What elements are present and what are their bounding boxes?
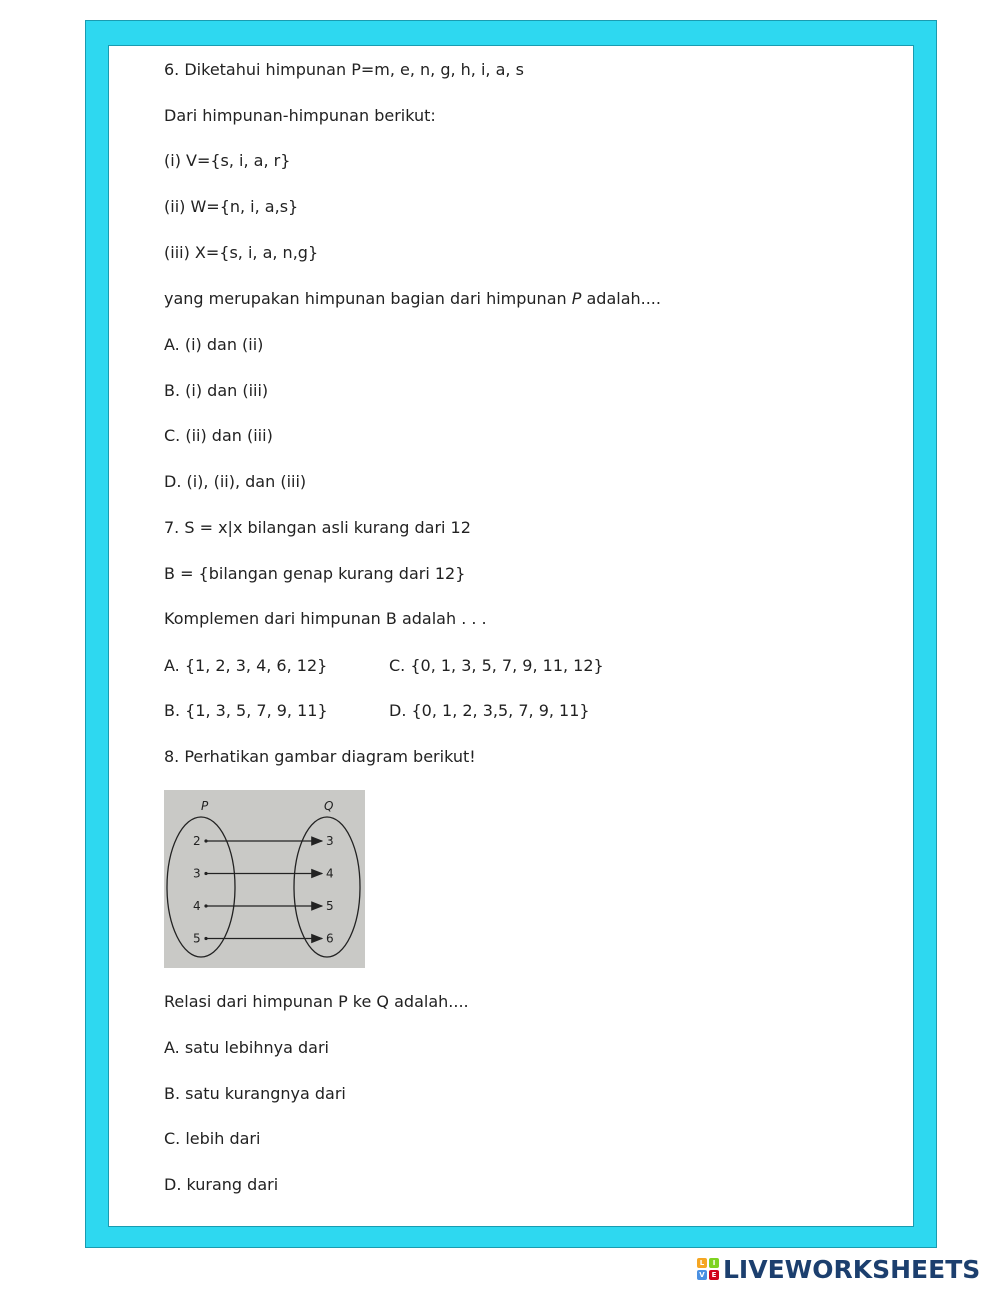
logo-tile-v: V	[697, 1270, 707, 1280]
q7-option-b[interactable]: B. {1, 3, 5, 7, 9, 11}	[164, 701, 328, 720]
q8-option-a[interactable]: A. satu lebihnya dari	[164, 1038, 329, 1057]
liveworksheets-wordmark: LIVEWORKSHEETS	[723, 1254, 981, 1284]
p-element-3: 3	[193, 866, 201, 881]
arrow-diagram	[164, 790, 365, 968]
p-element-2: 2	[193, 834, 201, 848]
worksheet-frame	[85, 20, 937, 1248]
p-element-5: 5	[193, 931, 201, 946]
q6-question-before: yang merupakan himpunan bagian dari himpunan	[164, 289, 572, 308]
set-p-ellipse	[167, 817, 235, 957]
q6-set-ii: (ii) W={n, i, a,s}	[164, 197, 299, 216]
set-q-label: Q	[324, 799, 334, 813]
q8-question: Relasi dari himpunan P ke Q adalah....	[164, 992, 469, 1011]
logo-tile-e: E	[709, 1270, 719, 1280]
logo-tile-i: I	[709, 1258, 719, 1268]
q6-option-d[interactable]: D. (i), (ii), dan (iii)	[164, 472, 307, 491]
q-element-3: 3	[326, 834, 334, 848]
q6-question	[164, 288, 661, 310]
q6-set-iii: (iii) X={s, i, a, n,g}	[164, 243, 319, 262]
q8-option-b[interactable]: B. satu kurangnya dari	[164, 1084, 346, 1103]
q8-option-c[interactable]: C. lebih dari	[164, 1129, 261, 1148]
q7-set-b: B = {bilangan genap kurang dari 12}	[164, 564, 466, 583]
q6-option-a[interactable]: A. (i) dan (ii)	[164, 335, 264, 354]
q7-option-d[interactable]: D. {0, 1, 2, 3,5, 7, 9, 11}	[389, 701, 590, 720]
p-element-4: 4	[193, 899, 201, 913]
q6-option-b[interactable]: B. (i) dan (iii)	[164, 381, 269, 400]
q-element-6: 6	[326, 931, 334, 946]
q6-intro: Dari himpunan-himpunan berikut:	[164, 106, 436, 125]
q-element-5: 5	[326, 899, 334, 913]
q7-option-a[interactable]: A. {1, 2, 3, 4, 6, 12}	[164, 656, 328, 675]
worksheet-sheet	[108, 45, 914, 1227]
q8-option-d[interactable]: D. kurang dari	[164, 1175, 279, 1194]
q7-options-row-2	[164, 700, 764, 722]
q7-option-c[interactable]: C. {0, 1, 3, 5, 7, 9, 11, 12}	[389, 656, 604, 675]
liveworksheets-logo-icon	[697, 1258, 719, 1280]
q7-options-row-1	[164, 655, 764, 677]
arrow-diagram-svg	[164, 790, 365, 968]
arrow-diagram-rows	[193, 834, 334, 946]
q7-question: Komplemen dari himpunan B adalah . . .	[164, 609, 487, 628]
logo-tile-l: L	[697, 1258, 707, 1268]
q7-stem: 7. S = x|x bilangan asli kurang dari 12	[164, 518, 471, 537]
set-p-label: P	[201, 799, 209, 813]
liveworksheets-brand[interactable]	[697, 1254, 980, 1284]
q6-question-after: adalah....	[581, 289, 661, 308]
q6-set-i: (i) V={s, i, a, r}	[164, 151, 291, 170]
q8-stem: 8. Perhatikan gambar diagram berikut!	[164, 747, 476, 766]
q-element-4: 4	[326, 866, 334, 881]
q6-stem: 6. Diketahui himpunan P=m, e, n, g, h, i, a, s	[164, 60, 524, 79]
q6-option-c[interactable]: C. (ii) dan (iii)	[164, 426, 273, 445]
q6-question-var: P	[571, 289, 582, 308]
